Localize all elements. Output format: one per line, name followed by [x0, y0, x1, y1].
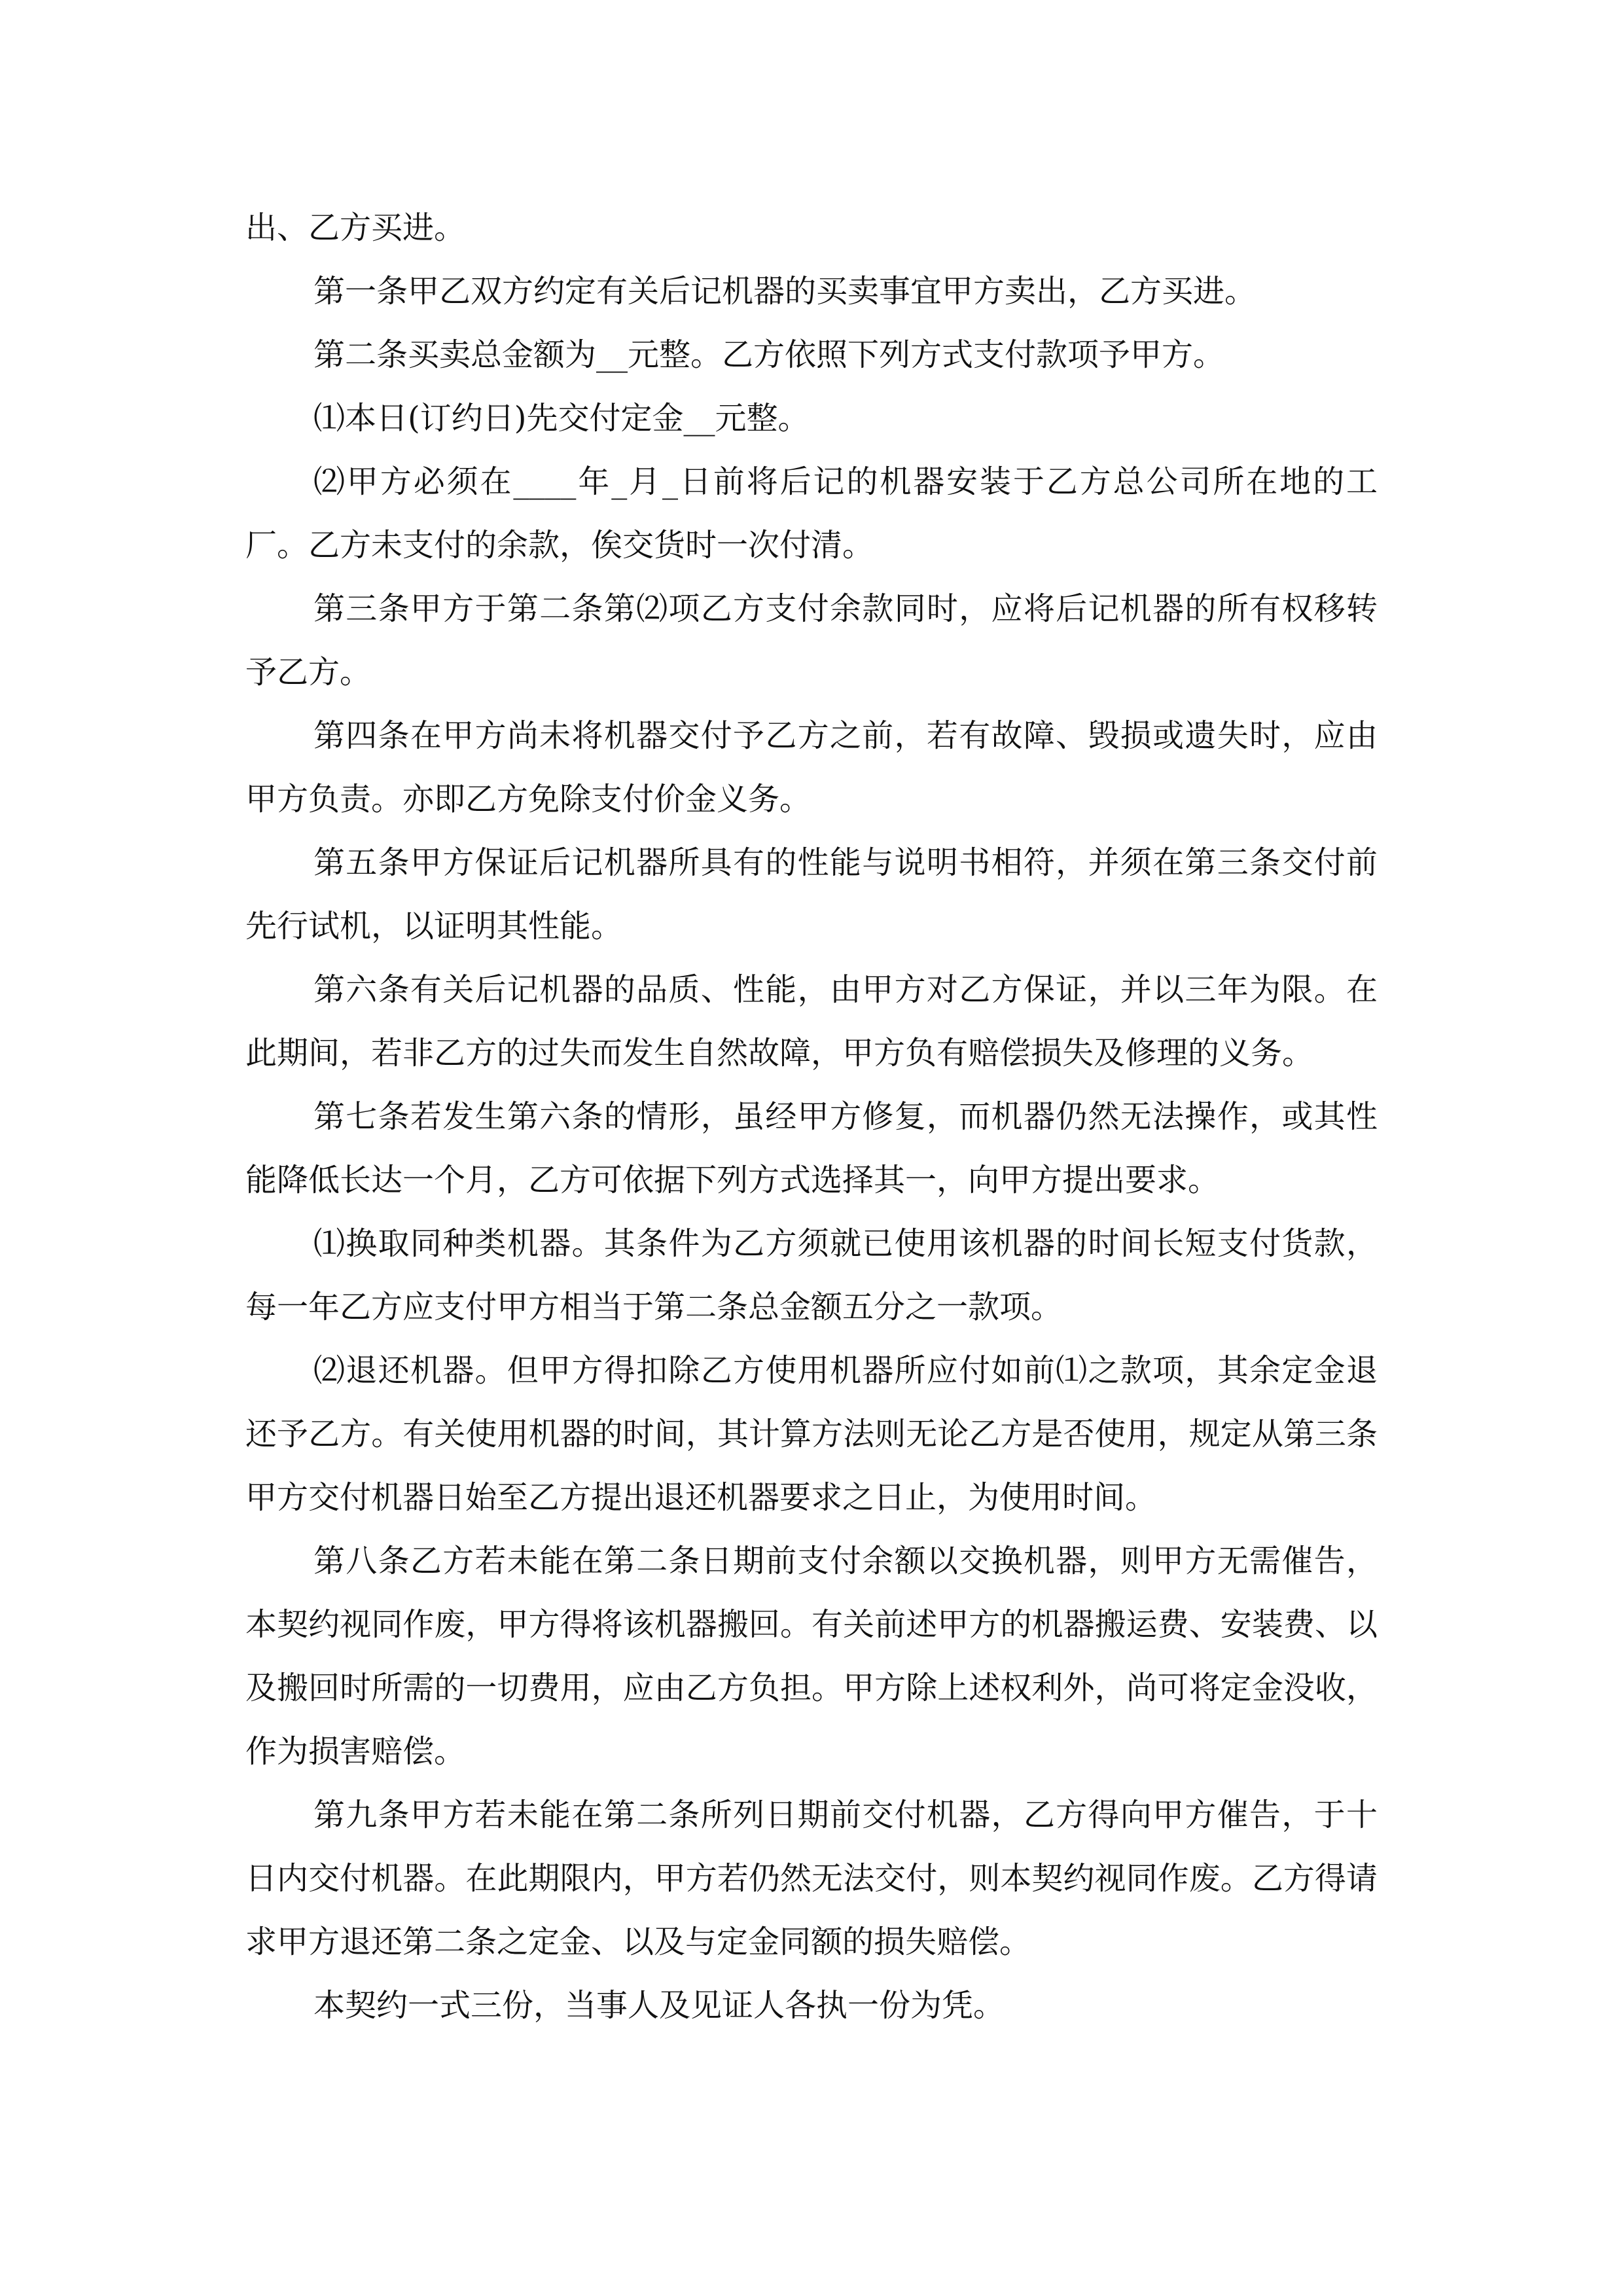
paragraph-article-5: 第五条甲方保证后记机器所具有的性能与说明书相符，并须在第三条交付前先行试机，以证明其性能。	[245, 844, 1378, 944]
paragraph-closing: 本契约一式三份，当事人及见证人各执一份为凭。	[313, 1987, 1005, 2024]
paragraph-article-7: 第七条若发生第六条的情形，虽经甲方修复，而机器仍然无法操作，或其性能降低长达一个月，乙方可依据下列方式选择其一，向甲方提出要求。	[245, 1098, 1378, 1198]
paragraph-article-7-item-1: ⑴换取同种类机器。其条件为乙方须就已使用该机器的时间长短支付货款，每一年乙方应支付甲方相当于第二条总金额五分之一款项。	[245, 1225, 1378, 1325]
paragraph-article-6: 第六条有关后记机器的品质、性能，由甲方对乙方保证，并以三年为限。在此期间，若非乙方的过失而发生自然故障，甲方负有赔偿损失及修理的义务。	[245, 971, 1378, 1071]
contract-body	[245, 196, 1378, 2037]
paragraph-article-1: 第一条甲乙双方约定有关后记机器的买卖事宜甲方卖出，乙方买进。	[313, 273, 1257, 310]
paragraph-article-2-item-2: ⑵甲方必须在____年_月_日前将后记的机器安装于乙方总公司所在地的工厂。乙方未支付的余款，俟交货时一次付清。	[245, 463, 1378, 564]
paragraph-article-9: 第九条甲方若未能在第二条所列日期前交付机器，乙方得向甲方催告，于十日内交付机器。在此期限内，甲方若仍然无法交付，则本契约视同作废。乙方得请求甲方退还第二条之定金、以及与定金同额的损失赔偿。	[245, 1797, 1378, 1960]
paragraph-article-3: 第三条甲方于第二条第⑵项乙方支付余款同时，应将后记机器的所有权移转予乙方。	[245, 590, 1378, 691]
paragraph-article-8: 第八条乙方若未能在第二条日期前支付余额以交换机器，则甲方无需催告，本契约视同作废，甲方得将该机器搬回。有关前述甲方的机器搬运费、安装费、以及搬回时所需的一切费用，应由乙方负担。甲方除上述权利外，尚可将定金没收，作为损害赔偿。	[245, 1543, 1378, 1770]
paragraph-article-2: 第二条买卖总金额为__元整。乙方依照下列方式支付款项予甲方。	[313, 336, 1225, 373]
paragraph-article-7-item-2: ⑵退还机器。但甲方得扣除乙方使用机器所应付如前⑴之款项，其余定金退还予乙方。有关使用机器的时间，其计算方法则无论乙方是否使用，规定从第三条甲方交付机器日始至乙方提出退还机器要求之日止，为使用时间。	[245, 1352, 1378, 1516]
paragraph-article-2-item-1: ⑴本日(订约日)先交付定金__元整。	[313, 400, 810, 437]
paragraph-article-4: 第四条在甲方尚未将机器交付予乙方之前，若有故障、毁损或遗失时，应由甲方负责。亦即乙方免除支付价金义务。	[245, 717, 1378, 817]
paragraph-continuation: 出、乙方买进。	[245, 209, 466, 246]
